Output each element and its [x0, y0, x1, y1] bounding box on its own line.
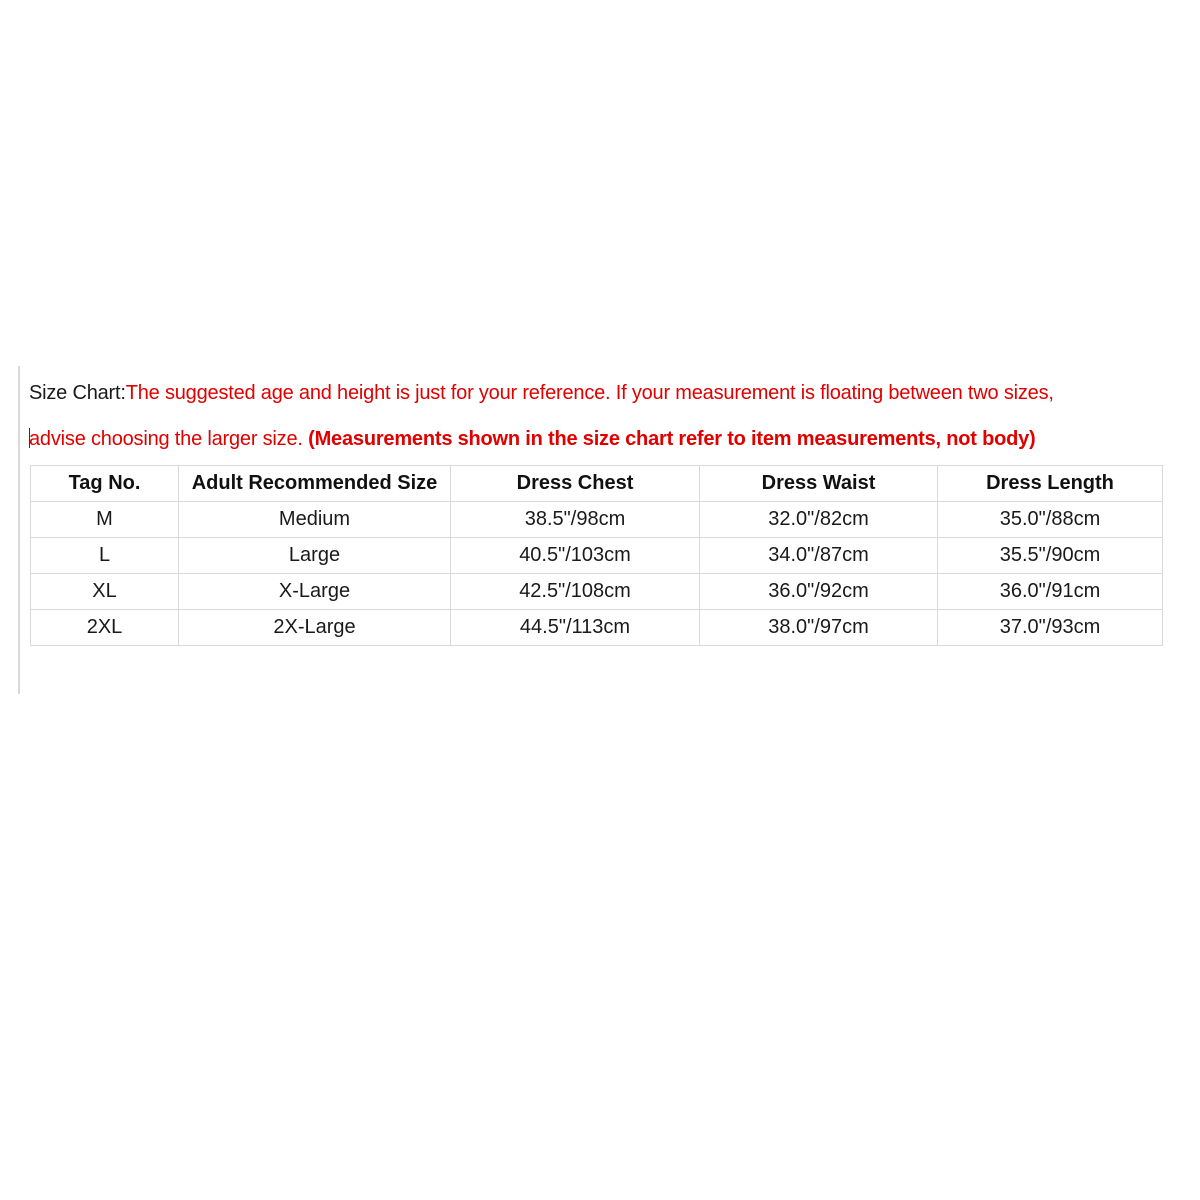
- cell-tag: L: [31, 538, 179, 574]
- header-tag-no: Tag No.: [31, 466, 179, 502]
- cell-tag: M: [31, 502, 179, 538]
- cell-waist: 34.0"/87cm: [700, 538, 938, 574]
- table-header-row: [31, 466, 1163, 502]
- header-dress-length: Dress Length: [938, 466, 1163, 502]
- cell-waist: 32.0"/82cm: [700, 502, 938, 538]
- header-dress-waist: Dress Waist: [700, 466, 938, 502]
- cell-length: 35.0"/88cm: [938, 502, 1163, 538]
- cell-tag: 2XL: [31, 610, 179, 646]
- cell-size: 2X-Large: [179, 610, 451, 646]
- size-table: [30, 465, 1163, 646]
- left-border-line: [18, 366, 20, 694]
- cell-waist: 36.0"/92cm: [700, 574, 938, 610]
- cell-tag: XL: [31, 574, 179, 610]
- cell-chest: 38.5"/98cm: [451, 502, 700, 538]
- table-row: [31, 538, 1163, 574]
- cell-length: 37.0"/93cm: [938, 610, 1163, 646]
- cell-waist: 38.0"/97cm: [700, 610, 938, 646]
- note-text-line1: The suggested age and height is just for your reference. If your measurement is floating between two sizes,: [125, 382, 1054, 404]
- size-chart-note: [29, 370, 1179, 462]
- note-text-line2: advise choosing the larger size.: [29, 428, 309, 450]
- cell-size: X-Large: [179, 574, 451, 610]
- cell-length: 36.0"/91cm: [938, 574, 1163, 610]
- header-dress-chest: Dress Chest: [451, 466, 700, 502]
- cell-size: Medium: [179, 502, 451, 538]
- cell-chest: 40.5"/103cm: [451, 538, 700, 574]
- cell-size: Large: [179, 538, 451, 574]
- cell-chest: 44.5"/113cm: [451, 610, 700, 646]
- table-row: [31, 502, 1163, 538]
- size-chart-label: Size Chart:: [29, 382, 126, 404]
- cell-length: 35.5"/90cm: [938, 538, 1163, 574]
- table-row: [31, 610, 1163, 646]
- header-adult-recommended-size: Adult Recommended Size: [179, 466, 451, 502]
- table-row: [31, 574, 1163, 610]
- note-emphasis: (Measurements shown in the size chart refer to item measurements, not body): [308, 428, 1036, 450]
- cell-chest: 42.5"/108cm: [451, 574, 700, 610]
